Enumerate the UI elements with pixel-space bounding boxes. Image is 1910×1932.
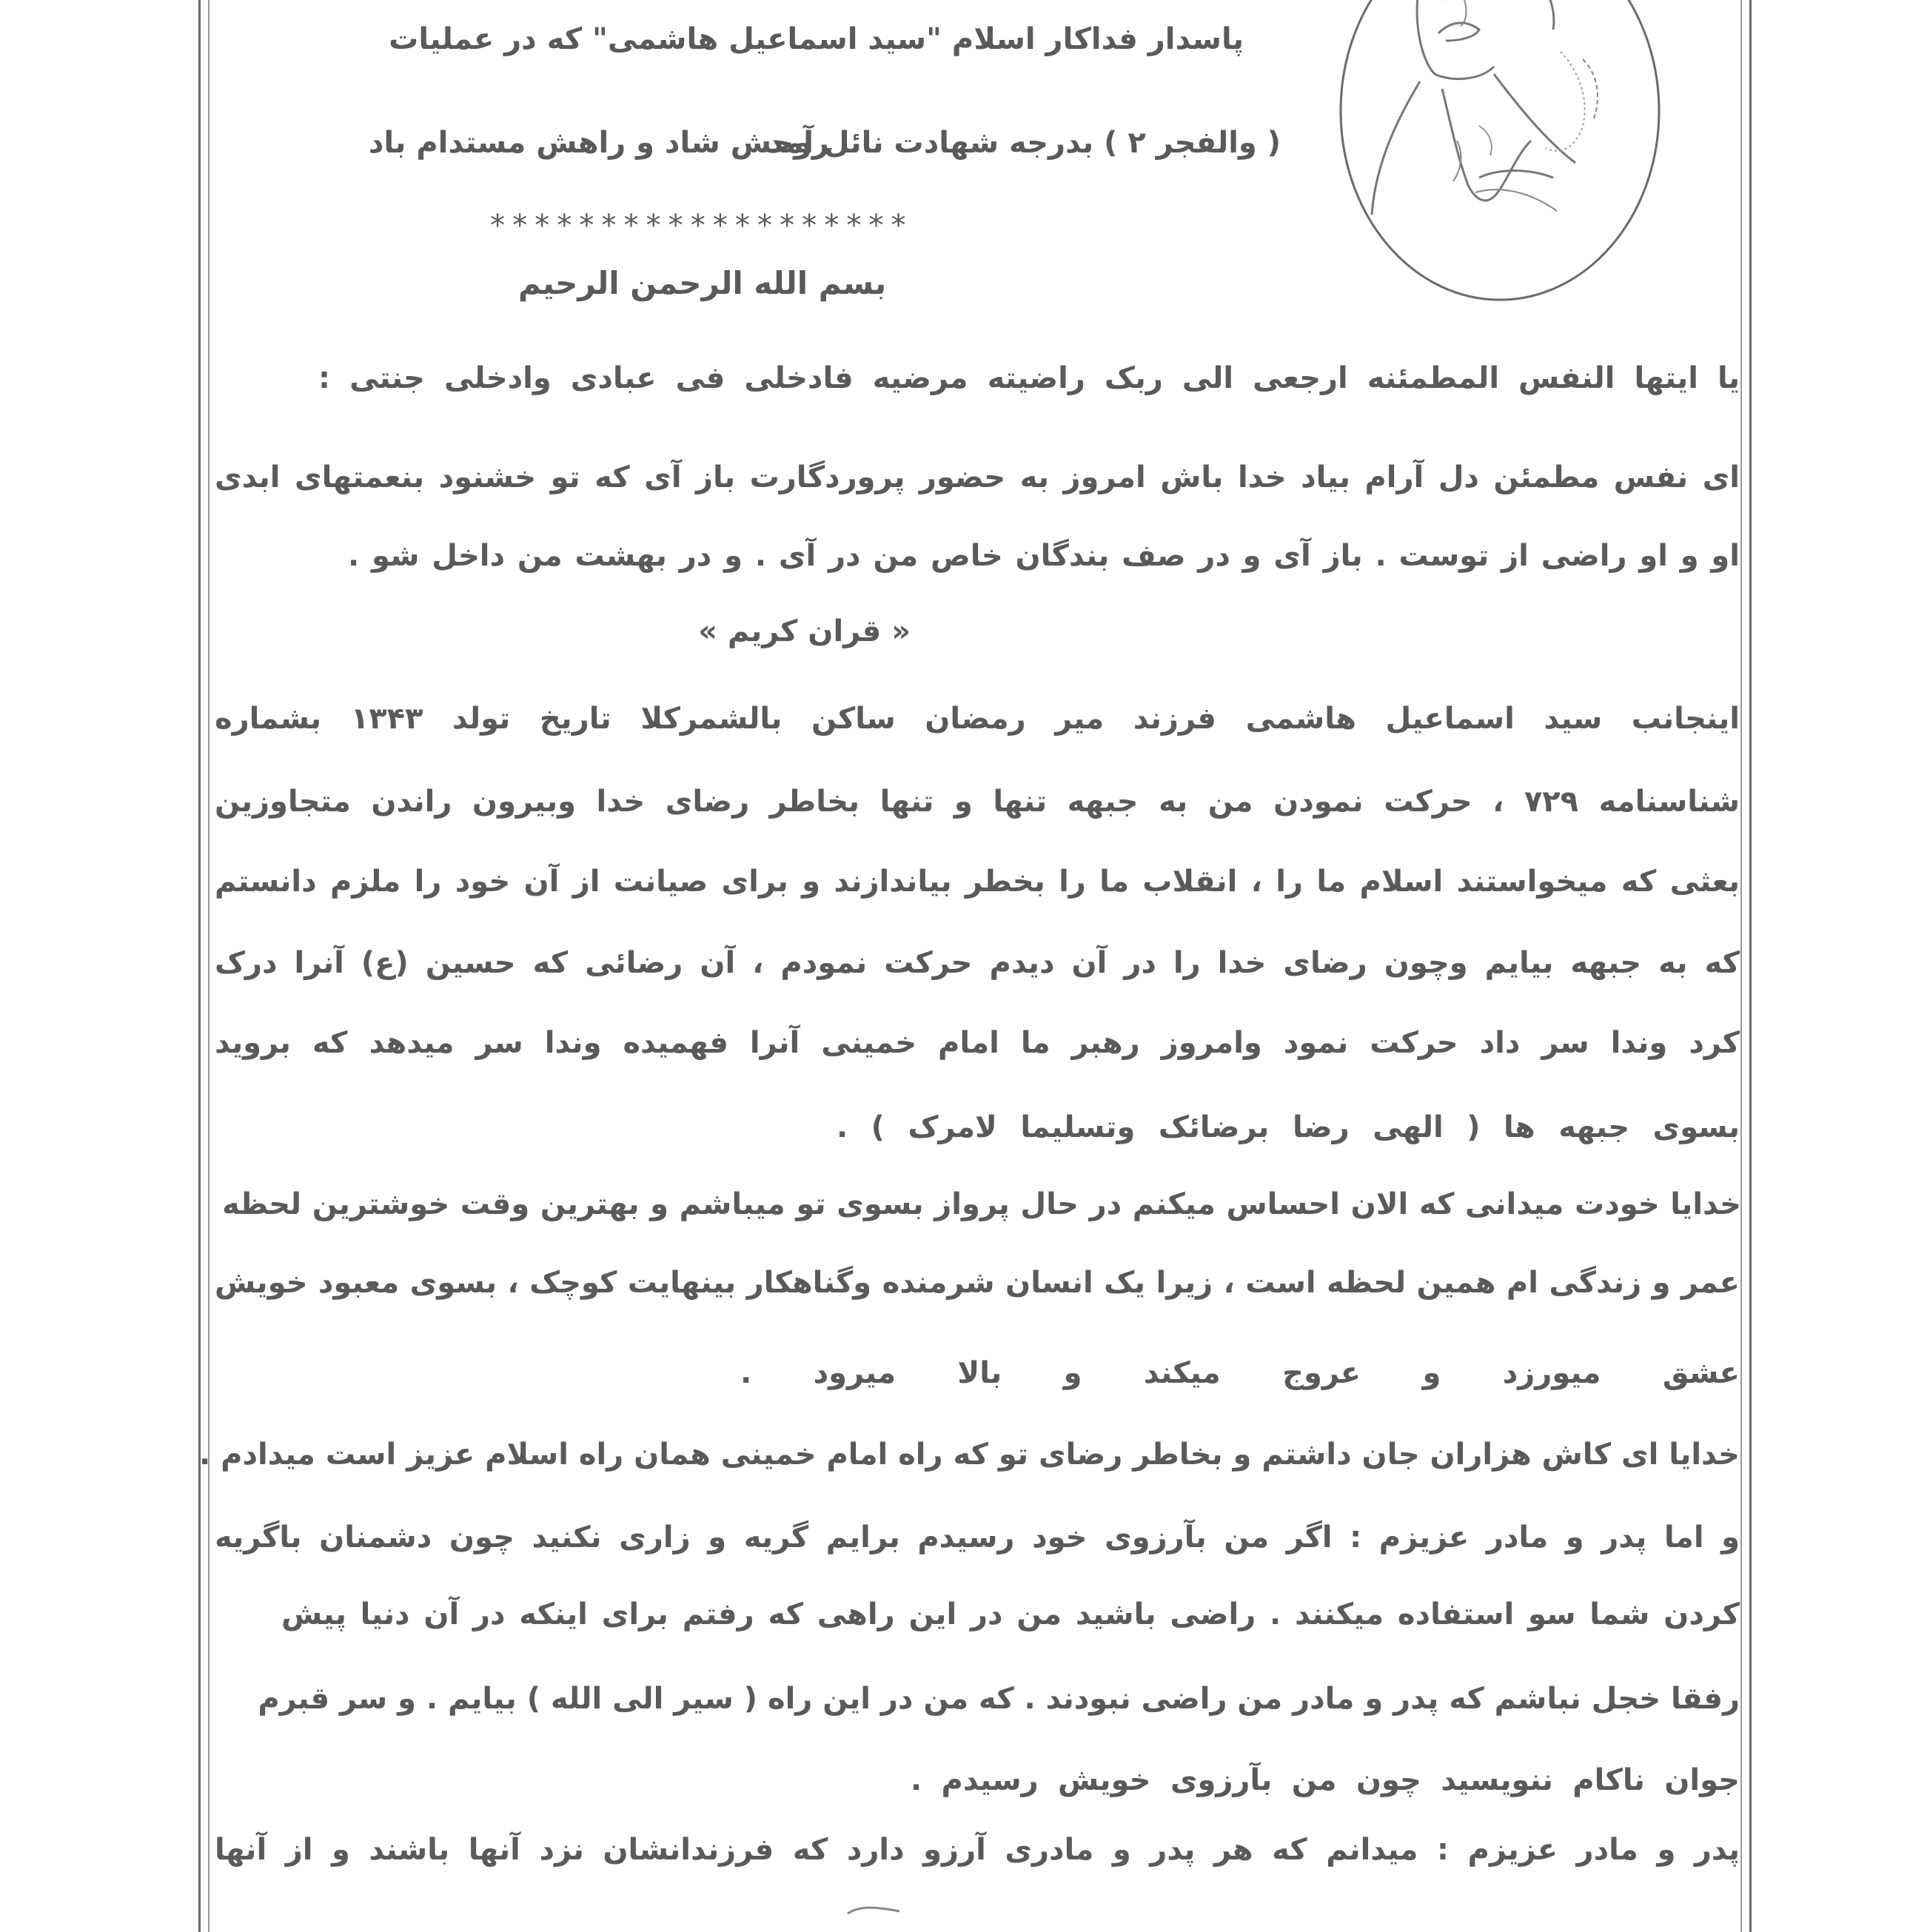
body-line-19: پدر و مادر عزیزم : میدانم که هر پدر و مادری آرزو دارد که فرزندانشان نزد آنها باشند و از آنها [215,1833,1740,1867]
star-divider: ******************* [489,209,912,243]
martyr-portrait-illustration [1309,0,1679,341]
bismillah-heading: بسم الله الرحمن الرحیم [518,265,887,301]
body-line-16: کردن شما سو استفاده میکنند . راضی باشید من در این راهی که رفتم برای اینکه در آن دنیا پیش [281,1597,1740,1631]
body-line-10: بسوی جبهه ها ( الهی رضا برضائک وتسلیما لامرک ) . [837,1110,1740,1144]
body-line-14: خدایا ای کاش هزاران جان داشتم و بخاطر رضای تو که راه امام خمینی همان راه اسلام عزیز است میدادم . [199,1438,1740,1472]
header-line-2-right: ( والفجر ۲ ) بدرجه شهادت نائل آمد [768,126,1281,160]
body-line-2: ای نفس مطمئن دل آرام بیاد خدا باش امروز به حضور پروردگارت باز آی که تو خشنود بنعمتهای ابدی [215,460,1740,494]
header-line-2-left: روحش شاد و راهش مستدام باد [368,126,829,160]
header-line-1: پاسدار فداکار اسلام "سید اسماعیل هاشمی" که در عملیات [389,22,1244,56]
body-line-13: عشق میورزد و عروج میکند و بالا میرود . [740,1356,1740,1390]
body-line-8: که به جبهه بیایم وچون رضای خدا را در آن دیدم حرکت نمودم ، آن رضائی که حسین (ع) آنرا درک [215,946,1740,980]
body-line-5: اینجانب سید اسماعیل هاشمی فرزند میر رمضان ساکن بالشمرکلا تاریخ تولد ۱۳۴۳ بشماره [215,702,1740,736]
quran-reference: « قران کریم » [698,614,911,648]
body-line-12: عمر و زندگی ام همین لحظه است ، زیرا یک انسان شرمنده وگناهکار بینهایت کوچک ، بسوی معبود خویش [215,1266,1740,1300]
body-line-15: و اما پدر و مادر عزیزم : اگر من بآرزوی خود رسیدم برایم گریه و زاری نکنید چون دشمنان باگریه [215,1520,1740,1554]
body-line-1: یا ایتها النفس المطمئنه ارجعی الی ربک راضیته مرضیه فادخلی فی عبادی وادخلی جنتی : [318,361,1740,395]
body-line-3: او و او راضی از توست . باز آی و در صف بندگان خاص من در آی . و در بهشت من داخل شو . [348,539,1740,573]
body-line-9: کرد وندا سر داد حرکت نمود وامروز رهبر ما امام خمینی آنرا فهمیده وندا سر میدهد که بروید [215,1026,1740,1060]
cut-off-text-fragment [844,1902,903,1917]
body-line-17: رفقا خجل نباشم که پدر و مادر من راضی نبودند . که من در این راه ( سیر الی الله ) بیایم . و سر قبرم [258,1682,1740,1716]
body-line-11: خدایا خودت میدانی که الان احساس میکنم در حال پرواز بسوی تو میباشم و بهترین وقت خوشترین لحظه [222,1187,1741,1221]
body-line-18: جوان ناکام ننویسید چون من بآرزوی خویش رسیدم . [911,1763,1740,1797]
body-line-6: شناسنامه ۷۲۹ ، حرکت نمودن من به جبهه تنها و تنها بخاطر رضای خدا وبیرون راندن متجاوزین [215,785,1740,819]
body-line-7: بعثی که میخواستند اسلام ما را ، انقلاب ما را بخطر بیاندازند و برای صیانت از آن خود را ملزم دانستم [215,865,1740,899]
